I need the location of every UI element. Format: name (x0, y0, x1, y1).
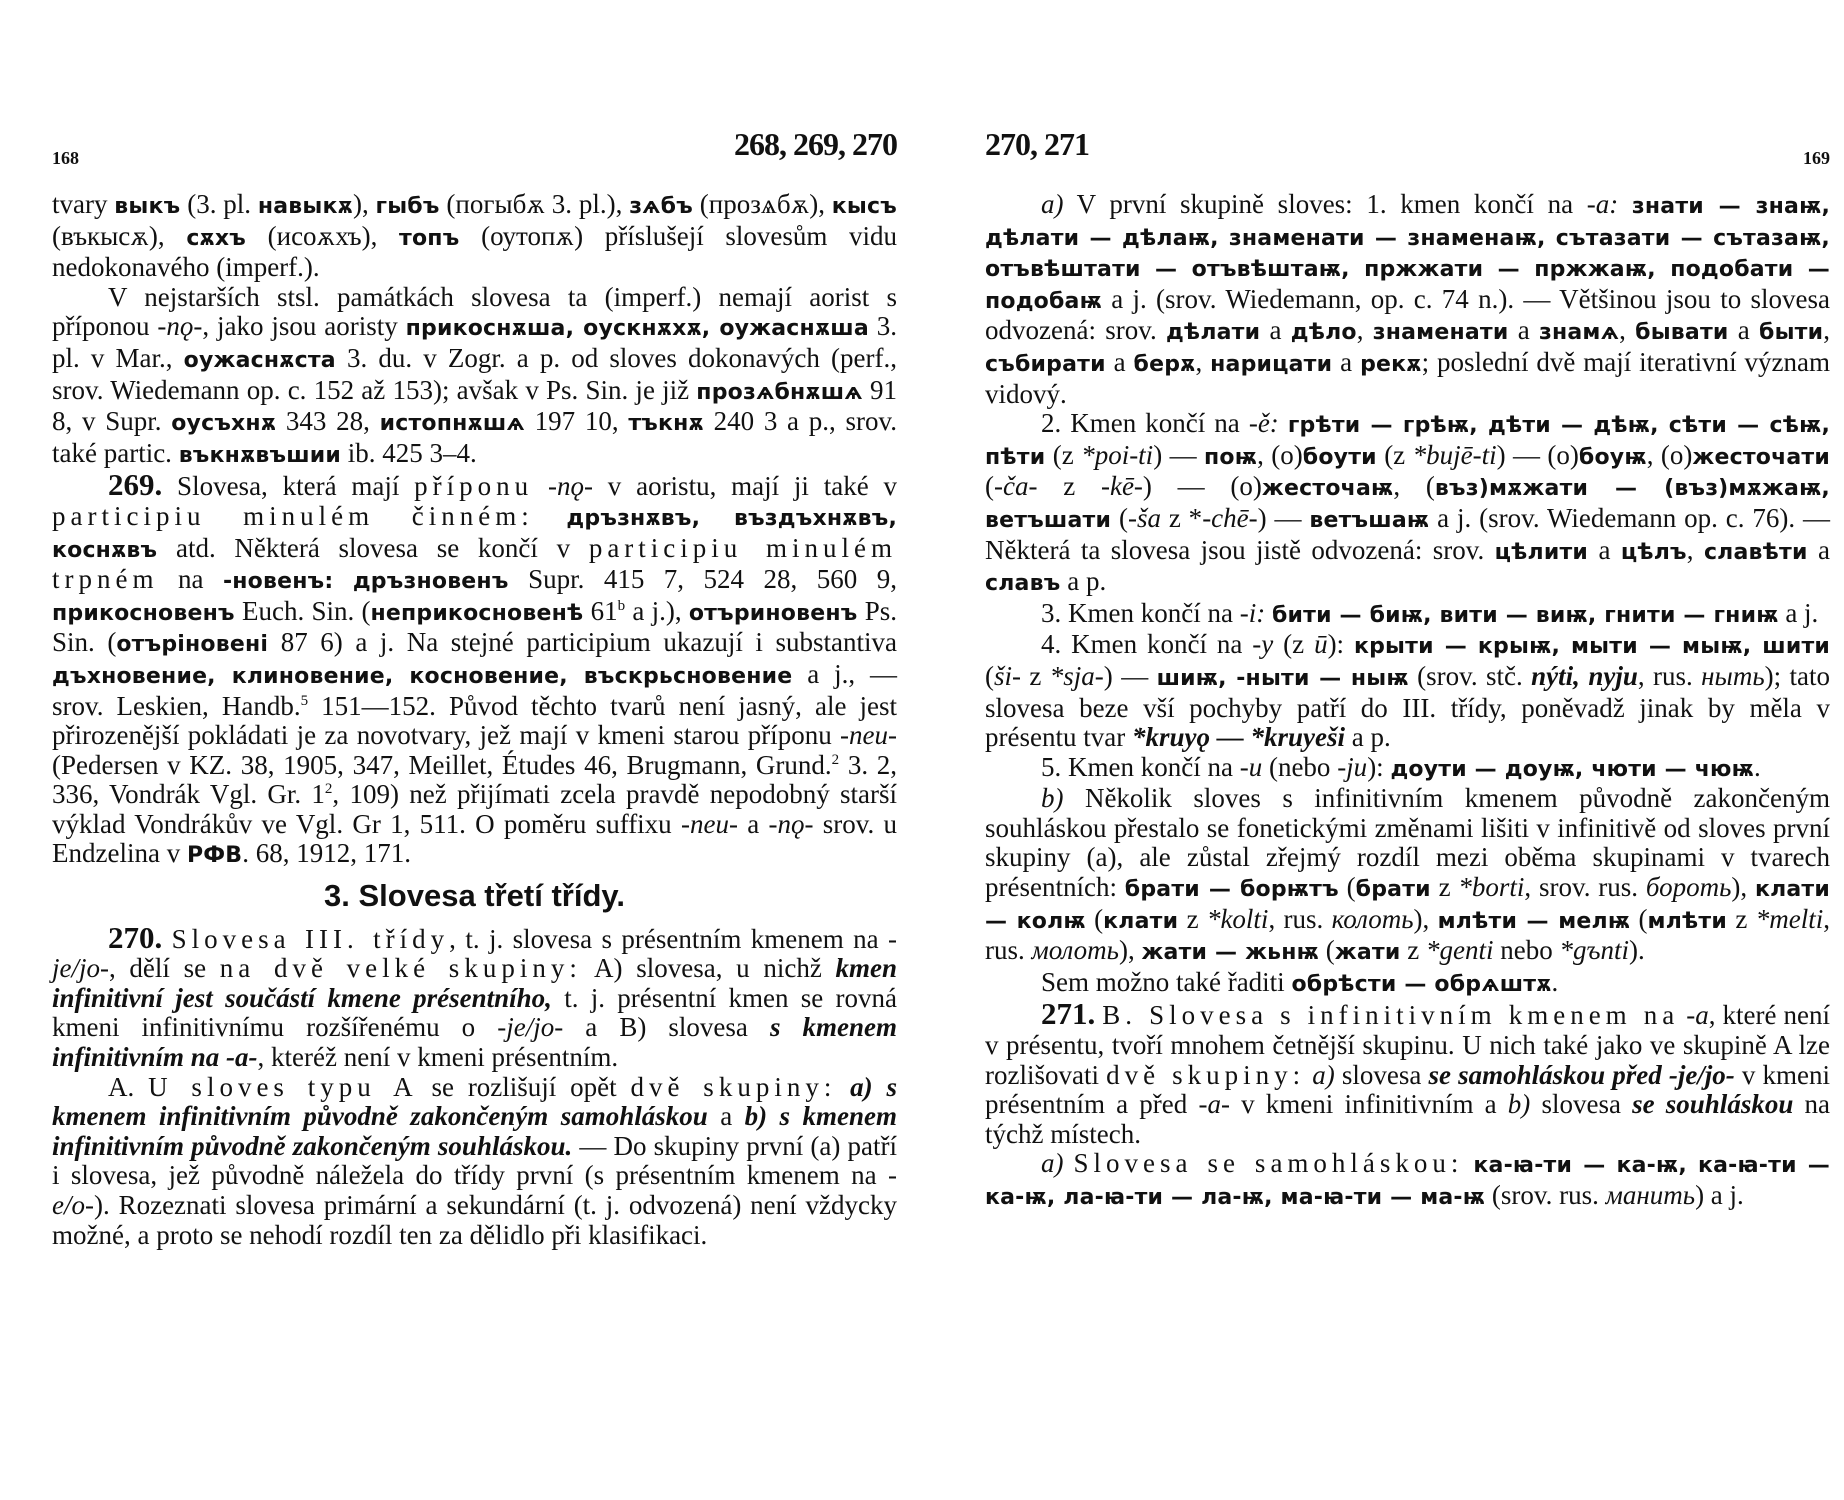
section-269: 269. Slovesa, která mají příponu -nǫ- v aoristu, mají ji také v participiu minulém činném: дръзнѫвъ, въздъхнѫвъ, коснѫвъ atd. Některá slovesa se končí v participiu minulém trpném na -новенъ: дръзновенъ Supr. 415 7, 524 28, 560 9, прикосновенъ Euch. Sin. (неприкосновенѣ 61$^b$ a j.), отъриновенъ Ps. Sin. (отъріновені 87 6) a j. Na stejné participium ukazují i substantiva дъхновение, клиновение, косновение, въскрьсновение a j., — srov. Leskien, Handb.$^5$ 151—152. Původ těchto tvarů není jasný, ale jest přirozenější pokládati je za novotvary, jež mají v kmeni starou příponu -neu- (Pedersen v KZ. 38, 1905, 347, Meillet, Études 46, Brugmann, Grund.$^2$ 3. 2, 336, Vondrák Vgl. Gr. $1^2$, 109) než přijímati zcela pravdě nepodobný starší výklad Vondrákův ve Vgl. Gr 1, 511. O poměru suffixu -neu- a -nǫ- srov. u Endzelina v РФВ. 68, 1912, 171. (52, 467, 898, 869)
paragraph-kmen-i: 3. Kmen končí na -i: бити — биѭ, вити — виѭ, гнити — гниѭ a j. (1041, 597, 1819, 628)
paragraph-kmen-u: 5. Kmen končí na -u (nebo -ju): доути — доуѭ, чюти — чюѭ. (1041, 751, 1761, 782)
section-270: 270. Slovesa III. třídy, t. j. slovesa s présentním kmenem na -je/jo-, dělí se na dvě velké skupiny: A) slovesa, u nichž kmen infinitivní jest součástí kmene présentního, t. j. présentní kmen se rovná kmeni infinitivnímu rozšířenému o -je/jo- a B) slovesa s kmenem infinitivním na -a-, kteréž není v kmeni présentním. (52, 919, 898, 1073)
right-page-number: 169 (1803, 148, 1830, 168)
paragraph-kmen-y: 4. Kmen končí na -y (z ū): крыти — крыѭ, мыти — мыѭ, шити (ši- z *sja-) — шиѭ, -ныти — ныѭ (srov. stč. nýti, nyju, rus. ныть); tato slovesa beze vší pochyby patří do III. třídy, poněvadž jinak by měla v présentu tvar *kruyǫ — *kruyeši a p. (985, 629, 1831, 753)
left-section-ref: 268, 269, 270 (734, 126, 897, 162)
section-heading: 3. Slovesa třetí třídy. (324, 878, 625, 914)
paragraph-samohlaskou: a) Slovesa se samohláskou: ка-ꙗ-ти — ка-ѭ, ка-ꙗ-ти — ка-ѭ, ла-ꙗ-ти — ла-ѭ, ма-ꙗ-ти — ма-ѭ (srov. rus. манить) a j. (985, 1148, 1830, 1210)
paragraph-type-a: A. U sloves typu A se rozlišují opět dvě skupiny: a) s kmenem infinitivním původně zakončeným samohláskou a b) s kmenem infinitivním původně zakončeným souhláskou. — Do skupiny první (a) patří i slovesa, jež původně náležela do třídy první (s présentním kmenem na -e/o-). Rozeznati slovesa primární a sekundární (t. j. odvozená) není vždycky možné, a proto se nehodí rozdíl ten za dělidlo při klasifikaci. (52, 1071, 898, 1250)
left-page-header (52, 126, 897, 190)
right-page (985, 126, 1831, 1213)
section-number-271: 271. (1041, 996, 1096, 1032)
section-number-270: 270. (108, 919, 163, 955)
section-271: 271. B. Slovesa s infinitivním kmenem na -a, které není v présentu, tvoří mnohem četnější skupinu. U nich také jako ve skupině A lze rozlišovati dvě skupiny: a) slovesa se samohláskou před -je/jo- v kmeni présentním a před -a- v kmeni infinitivním a b) slovesa se souhláskou na týchž místech. (985, 996, 1831, 1149)
paragraph-kmen-e: 2. Kmen končí na -ě: грѣти — грѣѭ, дѣти — дѣѭ, сѣти — сѣѭ, пѣти (z *poi-ti) — поѭ, (о)боути (z *bujē-ti) — (о)боуѭ, (о)жесточати (-ča- z -kē-) — (о)жесточаѭ, (въз)мѫжати — (въз)мѫжаѭ, ветъшати (-ša z *-chē-) — ветъшаѭ a j. (srov. Wiedemann op. c. 76). — Některá ta slovesa jsou jistě odvozená: srov. цѣлити a цѣлъ, славѣти a славъ a p. (985, 408, 1831, 597)
paragraph-tvary: tvary выкъ (3. pl. навыкѫ), гыбъ (погыбѫ 3. pl.), зѧбъ (прозѧбѫ), кысъ (въкысѫ), сѫхъ (исоѫхъ), топъ (оутопѫ) příslušejí slovesům vidu nedokonavého (imperf.). (52, 189, 897, 283)
right-section-ref: 270, 271 (985, 126, 1089, 162)
left-page-number: 168 (52, 148, 79, 168)
paragraph-nejstarsich: V nejstarších stsl. památkách slovesa ta (imperf.) nemají aorist s příponou -nǫ-, jako jsou aoristy прикоснѫша, оускнѫхѫ, оужаснѫша 3. pl. v Mar., оужаснѫста 3. du. v Zogr. a p. od sloves dokonavých (perf., srov. Wiedemann op. c. 152 až 153); avšak v Ps. Sin. je již прозѧбнѫшѧ 91 8, v Supr. оусъхнѫ 343 28, истопнѫшѧ 197 10, тъкнѫ 240 3 a p., srov. také partic. въкнѫвъшии ib. 425 3–4. (52, 281, 898, 468)
paragraph-group-a: a) V první skupině sloves: 1. kmen končí na -a: знати — знаѭ, дѣлати — дѣлаѭ, знаменати — знаменаѭ, сътазати — сътазаѭ, отъвѣштати — отъвѣштаѭ, пржжати — пржжаѭ, подобати — подобаѭ a j. (srov. Wiedemann, op. c. 74 n.). — Většinou jsou to slovesa odvozená: srov. дѣлати a дѣло, знаменати a знамѧ, бывати a быти, събирати a берѫ, нарицати a рекѫ; poslední dvě mají iterativní význam vidový. (985, 189, 1831, 409)
paragraph-sem: Sem možno také řaditi обрѣсти — обрѧштѫ. (1041, 966, 1559, 997)
paragraph-group-b: b) Několik sloves s infinitivním kmenem původně zakončeným souhláskou přestalo se fonetickými změnami lišiti v infinitivě od sloves první skupiny (a), ale zůstal zřejmý rozdíl mezi oběma skupinami v tvarech présentních: брати — борѭтъ (брати z *borti, srov. rus. бороть), клати — колѭ (клати z *kolti, rus. колоть), млѣти — мелѭ (млѣти z *melti, rus. молоть), жати — жьнѭ (жати z *genti nebo *gъnti). (985, 783, 1830, 966)
section-number-269: 269. (108, 467, 163, 503)
right-page-header (985, 126, 1830, 190)
left-page (52, 126, 898, 1250)
